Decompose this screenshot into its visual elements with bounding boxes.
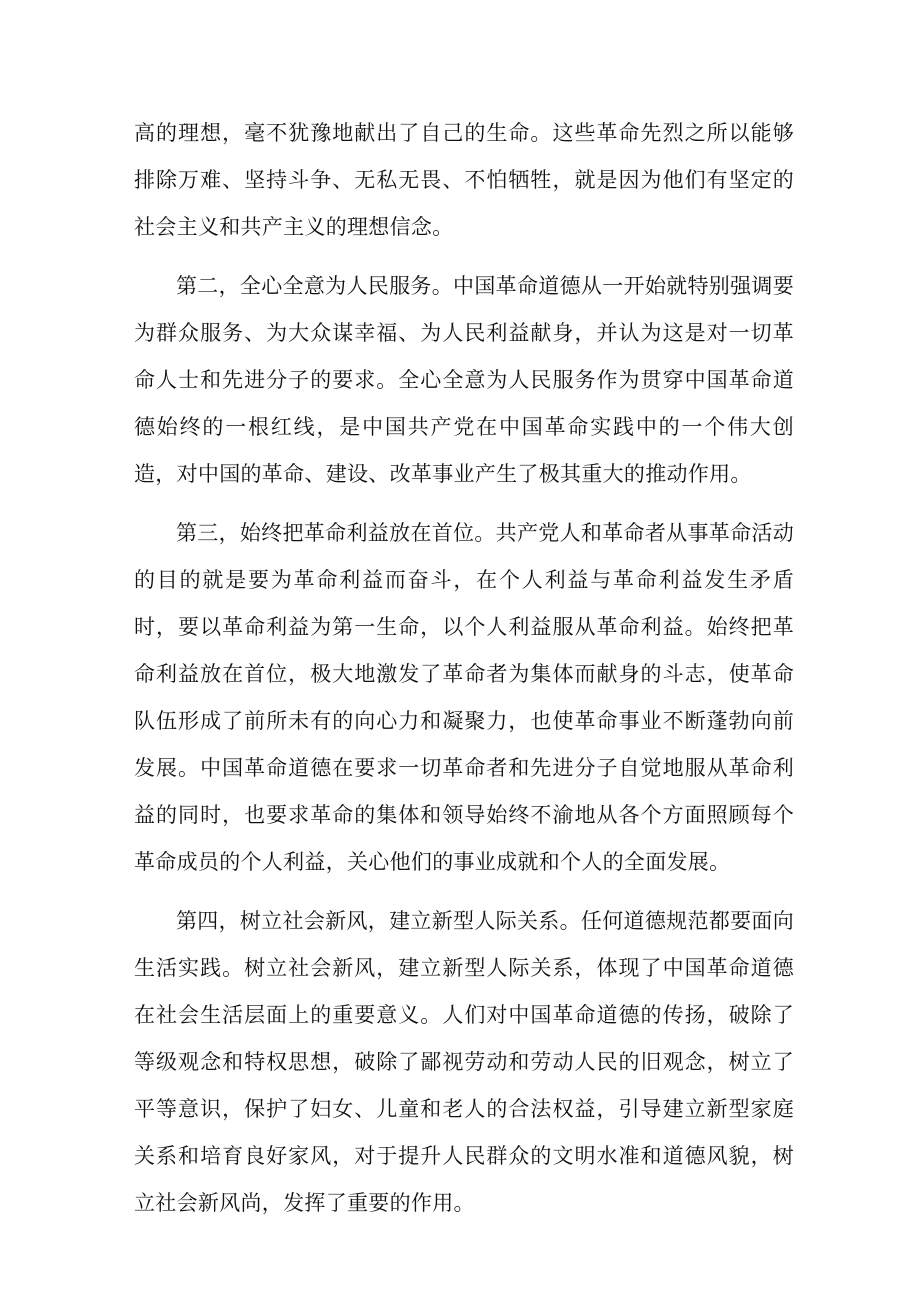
- paragraph-third-point: 第三，始终把革命利益放在首位。共产党人和革命者从事革命活动的目的就是要为革命利益而奋斗，在个人利益与革命利益发生矛盾时，要以革命利益为第一生命，以个人利益服从革命利益。始终把革命利益放在首位，极大地激发了革命者为集体而献身的斗志，使革命队伍形成了前所未有的向心力和凝聚力，也使革命事业不断蓬勃向前发展。中国革命道德在要求一切革命者和先进分子自觉地服从革命利益的同时，也要求革命的集体和领导始终不渝地从各个方面照顾每个革命成员的个人利益，关心他们的事业成就和个人的全面发展。: [134, 521, 794, 874]
- paragraph-second-point: 第二，全心全意为人民服务。中国革命道德从一开始就特别强调要为群众服务、为大众谋幸福、为人民利益献身，并认为这是对一切革命人士和先进分子的要求。全心全意为人民服务作为贯穿中国革命道德始终的一根红线，是中国共产党在中国革命实践中的一个伟大创造，对中国的革命、建设、改革事业产生了极其重大的推动作用。: [134, 274, 794, 486]
- paragraph-fourth-point: 第四，树立社会新风，建立新型人际关系。任何道德规范都要面向生活实践。树立社会新风，建立新型人际关系，体现了中国革命道德在社会生活层面上的重要意义。人们对中国革命道德的传扬，破除了等级观念和特权思想，破除了鄙视劳动和劳动人民的旧观念，树立了平等意识，保护了妇女、儿童和老人的合法权益，引导建立新型家庭关系和培育良好家风，对于提升人民群众的文明水准和道德风貌，树立社会新风尚，发挥了重要的作用。: [134, 909, 794, 1215]
- paragraph-continuation: 高的理想，毫不犹豫地献出了自己的生命。这些革命先烈之所以能够排除万难、坚持斗争、无私无畏、不怕牺牲，就是因为他们有坚定的社会主义和共产主义的理想信念。: [134, 121, 794, 239]
- document-body: [134, 110, 794, 1239]
